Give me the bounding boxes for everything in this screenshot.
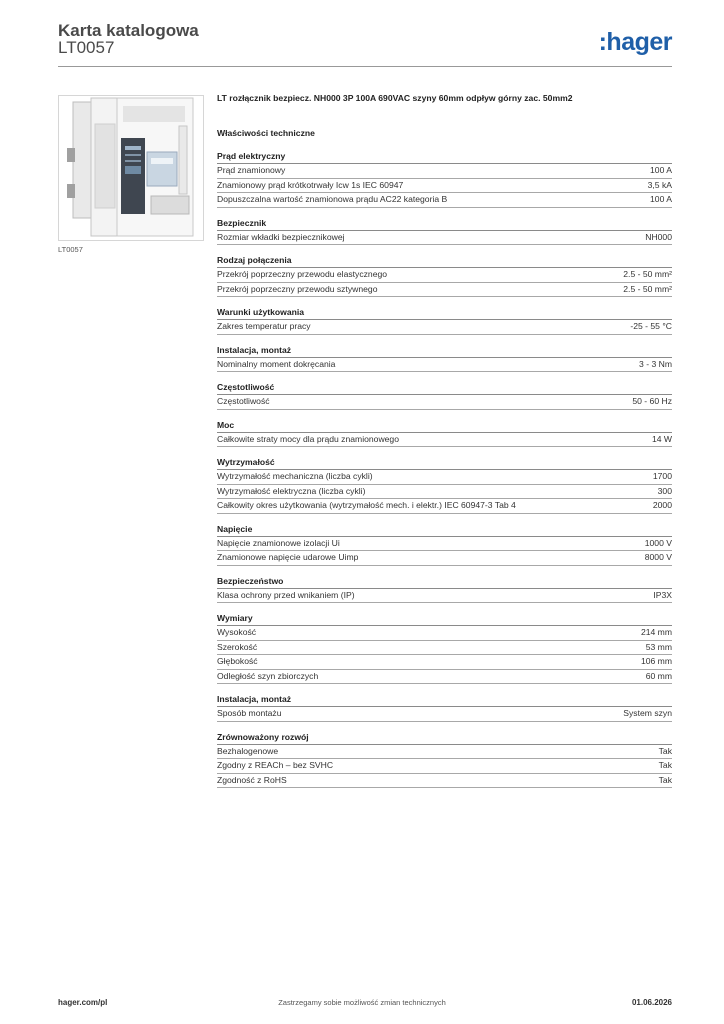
spec-section xyxy=(217,344,672,373)
spec-section-title: Napięcie xyxy=(217,523,672,537)
spec-value: 300 xyxy=(657,485,672,496)
spec-label: Nominalny moment dokręcania xyxy=(217,358,336,369)
footer-date: 01.06.2026 xyxy=(631,998,672,1007)
spec-section xyxy=(217,381,672,410)
spec-row xyxy=(217,433,672,448)
spec-value: 60 mm xyxy=(645,670,672,681)
spec-row xyxy=(217,655,672,670)
spec-section-title: Rodzaj połączenia xyxy=(217,254,672,268)
product-code: LT0057 xyxy=(58,38,115,57)
spec-label: Całkowity okres użytkowania (wytrzymałość mech. i elektr.) IEC 60947-3 Tab 4 xyxy=(217,500,516,510)
spec-row xyxy=(217,670,672,685)
spec-label: Klasa ochrony przed wnikaniem (IP) xyxy=(217,589,355,600)
spec-section xyxy=(217,217,672,246)
spec-value: IP3X xyxy=(653,589,672,600)
product-title: LT rozłącznik bezpiecz. NH000 3P 100A 690VAC szyny 60mm odpływ górny zac. 50mm2 xyxy=(217,93,573,103)
spec-value: 14 W xyxy=(651,433,672,444)
spec-row xyxy=(217,745,672,760)
spec-section xyxy=(217,456,672,514)
spec-section-title: Moc xyxy=(217,419,672,433)
technical-properties-heading: Właściwości techniczne xyxy=(217,128,315,138)
spec-value: 3,5 kA xyxy=(647,179,672,190)
spec-value: 50 - 60 Hz xyxy=(632,396,672,406)
spec-section-title: Częstotliwość xyxy=(217,381,672,395)
spec-value: Tak xyxy=(658,774,672,785)
spec-label: Zgodność z RoHS xyxy=(217,774,287,785)
spec-label: Wytrzymałość elektryczna (liczba cykli) xyxy=(217,485,366,496)
spec-label: Wytrzymałość mechaniczna (liczba cykli) xyxy=(217,471,373,481)
spec-label: Przekrój poprzeczny przewodu elastycznego xyxy=(217,269,388,279)
spec-label: Częstotliwość xyxy=(217,396,270,406)
spec-section-title: Warunki użytkowania xyxy=(217,306,672,320)
spec-label: Przekrój poprzeczny przewodu sztywnego xyxy=(217,283,378,294)
spec-row xyxy=(217,551,672,566)
spec-section xyxy=(217,523,672,566)
spec-row xyxy=(217,759,672,774)
spec-section xyxy=(217,731,672,789)
spec-row xyxy=(217,707,672,722)
spec-section xyxy=(217,150,672,208)
spec-label: Odległość szyn zbiorczych xyxy=(217,670,319,681)
spec-label: Sposób montażu xyxy=(217,708,282,718)
spec-row xyxy=(217,774,672,789)
spec-row xyxy=(217,589,672,604)
spec-value: 2.5 - 50 mm² xyxy=(623,269,672,279)
spec-label: Znamionowe napięcie udarowe Uimp xyxy=(217,552,359,562)
spec-row xyxy=(217,320,672,335)
spec-section-title: Bezpieczeństwo xyxy=(217,575,672,589)
spec-section xyxy=(217,575,672,604)
spec-section xyxy=(217,254,672,297)
spec-row xyxy=(217,179,672,194)
spec-value: 53 mm xyxy=(645,641,672,652)
spec-value: 2000 xyxy=(652,500,672,510)
spec-value: 1700 xyxy=(652,471,672,481)
spec-row xyxy=(217,641,672,656)
spec-value: Tak xyxy=(658,760,672,770)
spec-section xyxy=(217,693,672,722)
spec-value: 100 A xyxy=(650,194,672,204)
spec-label: Całkowite straty mocy dla prądu znamionowego xyxy=(217,433,399,444)
spec-value: 100 A xyxy=(650,165,672,175)
spec-section-title: Bezpiecznik xyxy=(217,217,672,231)
spec-label: Szerokość xyxy=(217,641,258,652)
spec-value: 3 - 3 Nm xyxy=(639,358,672,369)
spec-value: 106 mm xyxy=(640,656,672,666)
spec-row xyxy=(217,395,672,410)
spec-row xyxy=(217,537,672,552)
spec-label: Zakres temperatur pracy xyxy=(217,321,311,331)
spec-row xyxy=(217,268,672,283)
spec-label: Rozmiar wkładki bezpiecznikowej xyxy=(217,231,345,242)
spec-section-title: Instalacja, montaż xyxy=(217,344,672,358)
spec-row xyxy=(217,499,672,514)
spec-value: 2.5 - 50 mm² xyxy=(623,283,672,294)
fuse-switch-illustration xyxy=(59,96,203,240)
spec-value: System szyn xyxy=(623,708,672,718)
spec-sections xyxy=(217,150,672,788)
spec-label: Głębokość xyxy=(217,656,258,666)
spec-label: Bezhalogenowe xyxy=(217,745,279,756)
spec-row xyxy=(217,231,672,246)
spec-row xyxy=(217,626,672,641)
spec-value: 214 mm xyxy=(640,627,672,637)
hager-logo: :hager xyxy=(598,28,672,56)
spec-label: Wysokość xyxy=(217,627,257,637)
spec-label: Dopuszczalna wartość znamionowa prądu AC22 kategoria B xyxy=(217,194,448,204)
spec-row xyxy=(217,164,672,179)
spec-value: Tak xyxy=(658,745,672,756)
spec-section-title: Prąd elektryczny xyxy=(217,150,672,164)
spec-row xyxy=(217,358,672,373)
spec-section-title: Wymiary xyxy=(217,612,672,626)
footer-website: hager.com/pl xyxy=(58,998,108,1007)
spec-value: -25 - 55 °C xyxy=(630,321,672,331)
product-image xyxy=(58,95,204,241)
image-caption: LT0057 xyxy=(58,245,83,254)
spec-section xyxy=(217,612,672,684)
spec-row xyxy=(217,485,672,500)
spec-value: 1000 V xyxy=(644,537,672,548)
spec-section-title: Wytrzymałość xyxy=(217,456,672,470)
spec-row xyxy=(217,193,672,208)
spec-label: Zgodny z REACh – bez SVHC xyxy=(217,760,334,770)
footer-disclaimer: Zastrzegamy sobie możliwość zmian technicznych xyxy=(278,998,446,1007)
document-title: Karta katalogowa xyxy=(58,21,199,40)
spec-label: Prąd znamionowy xyxy=(217,165,286,175)
spec-section-title: Instalacja, montaż xyxy=(217,693,672,707)
spec-row xyxy=(217,470,672,485)
spec-section-title: Zrównoważony rozwój xyxy=(217,731,672,745)
spec-value: 8000 V xyxy=(644,552,672,562)
spec-label: Znamionowy prąd krótkotrwały Icw 1s IEC 60947 xyxy=(217,179,404,190)
spec-row xyxy=(217,283,672,298)
specification-content xyxy=(217,93,672,797)
spec-label: Napięcie znamionowe izolacji Ui xyxy=(217,537,340,548)
spec-section xyxy=(217,419,672,448)
spec-value: NH000 xyxy=(645,231,672,242)
header-divider xyxy=(58,66,672,67)
spec-section xyxy=(217,306,672,335)
